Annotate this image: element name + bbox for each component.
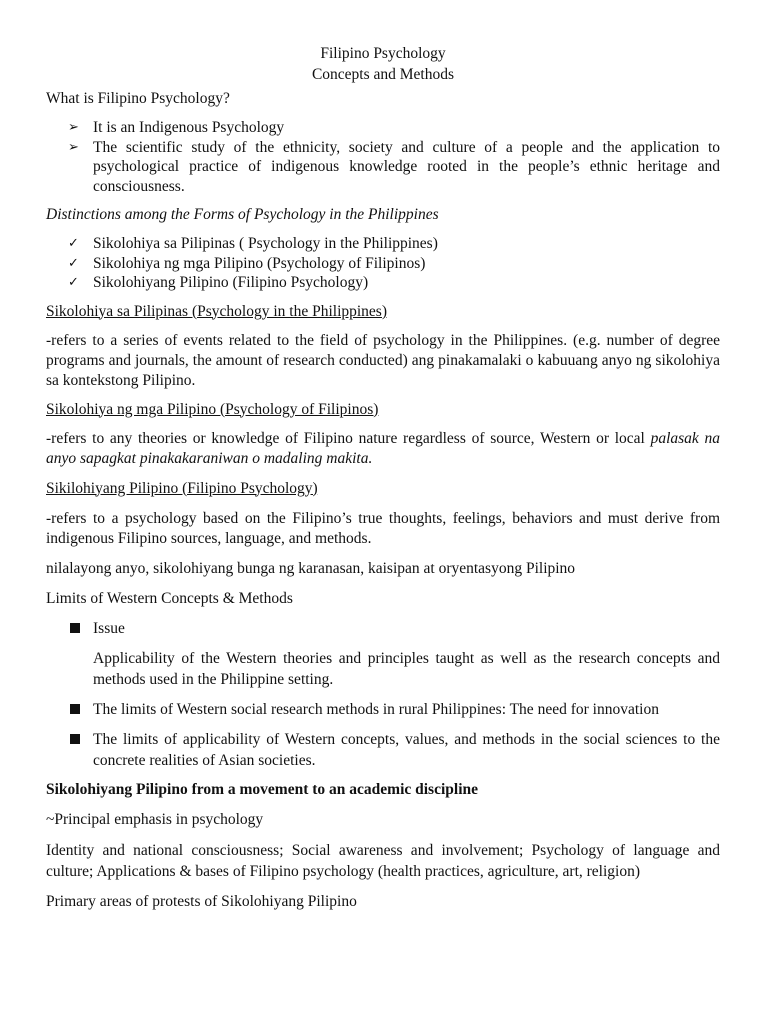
- distinctions-heading: Distinctions among the Forms of Psychology in the Philippines: [46, 206, 439, 223]
- arrow-bullet-icon: ➢: [68, 120, 79, 135]
- square-bullet-icon: [70, 734, 80, 744]
- section-body-text: -refers to any theories or knowledge of Filipino nature regardless of source, Western or local: [46, 429, 645, 447]
- section-body-italic: palasak na anyo sapagkat pinakakaraniwan o madaling makita.: [46, 429, 720, 467]
- arrow-bullet-icon: ➢: [68, 139, 79, 155]
- title-line-2: Concepts and Methods: [311, 66, 455, 83]
- list-item: [46, 138, 720, 197]
- section-body: -refers to a psychology based on the Filipino’s true thoughts, feelings, behaviors and must derive from indigenous Filipino sources, language, and methods.: [46, 509, 720, 547]
- checkmark-icon: ✓: [68, 236, 79, 251]
- list-item-text: It is an Indigenous Psychology: [93, 119, 285, 136]
- principal-emphasis: ~Principal emphasis in psychology: [46, 810, 264, 828]
- list-item: [46, 729, 720, 771]
- limits-list-continued: [46, 699, 720, 771]
- section-heading: Sikilohiyang Pilipino (Filipino Psychology): [46, 479, 318, 497]
- checkmark-icon: ✓: [68, 255, 79, 271]
- emphasis-body: Identity and national consciousness; Social awareness and involvement; Psychology of language and culture; Applications & bases of Filipino psychology (health practices, agriculture, art, religion): [46, 841, 720, 880]
- square-bullet-icon: [70, 623, 80, 633]
- list-item: [46, 254, 720, 274]
- protests-heading: Primary areas of protests of Sikolohiyang Pilipino: [46, 892, 357, 910]
- section-note: nilalayong anyo, sikolohiyang bunga ng karanasan, kaisipan at oryentasyong Pilipino: [46, 559, 576, 577]
- list-item-text: The limits of Western social research methods in rural Philippines: The need for innovation: [93, 700, 659, 718]
- title-line-1: Filipino Psychology: [320, 45, 446, 62]
- list-item-text: Issue: [93, 619, 125, 637]
- section-body: [46, 429, 720, 469]
- section-body: -refers to a series of events related to the field of psychology in the Philippines. (e.g. number of degree programs and journals, the amount of research conducted) ang pinakamalaki o kabuuang anyo ng sikolohiya sa kontekstong Pilipino.: [46, 331, 720, 389]
- section-heading: Sikolohiya sa Pilipinas (Psychology in the Philippines): [46, 302, 387, 320]
- question-heading: What is Filipino Psychology?: [46, 90, 230, 107]
- section-heading: Sikolohiya ng mga Pilipino (Psychology of Filipinos): [46, 400, 379, 418]
- list-item: [46, 234, 720, 254]
- check-list: [46, 234, 720, 293]
- issue-body: Applicability of the Western theories and principles taught as well as the research concepts and methods used in the Philippine setting.: [93, 649, 720, 688]
- limits-list: [46, 618, 720, 639]
- list-item-text: Sikolohiyang Pilipino (Filipino Psychology): [93, 274, 369, 291]
- list-item: [46, 118, 720, 138]
- limits-heading: Limits of Western Concepts & Methods: [46, 589, 293, 607]
- arrow-list: [46, 118, 720, 196]
- list-item: [46, 273, 720, 293]
- list-item-text: Sikolohiya ng mga Pilipino (Psychology of Filipinos): [93, 254, 426, 272]
- list-item-text: The limits of applicability of Western concepts, values, and methods in the social sciences to the concrete realities of Asian societies.: [93, 730, 720, 769]
- movement-heading: Sikolohiyang Pilipino from a movement to an academic discipline: [46, 780, 479, 798]
- checkmark-icon: ✓: [68, 275, 79, 290]
- document-title: [46, 43, 720, 85]
- list-item: [46, 618, 720, 639]
- list-item: [46, 699, 720, 720]
- list-item-text: The scientific study of the ethnicity, society and culture of a people and the application to psychological practice of indigenous knowledge rooted in the people’s ethnic heritage and consciousness.: [93, 138, 720, 195]
- square-bullet-icon: [70, 704, 80, 714]
- list-item-text: Sikolohiya sa Pilipinas ( Psychology in the Philippines): [93, 235, 438, 252]
